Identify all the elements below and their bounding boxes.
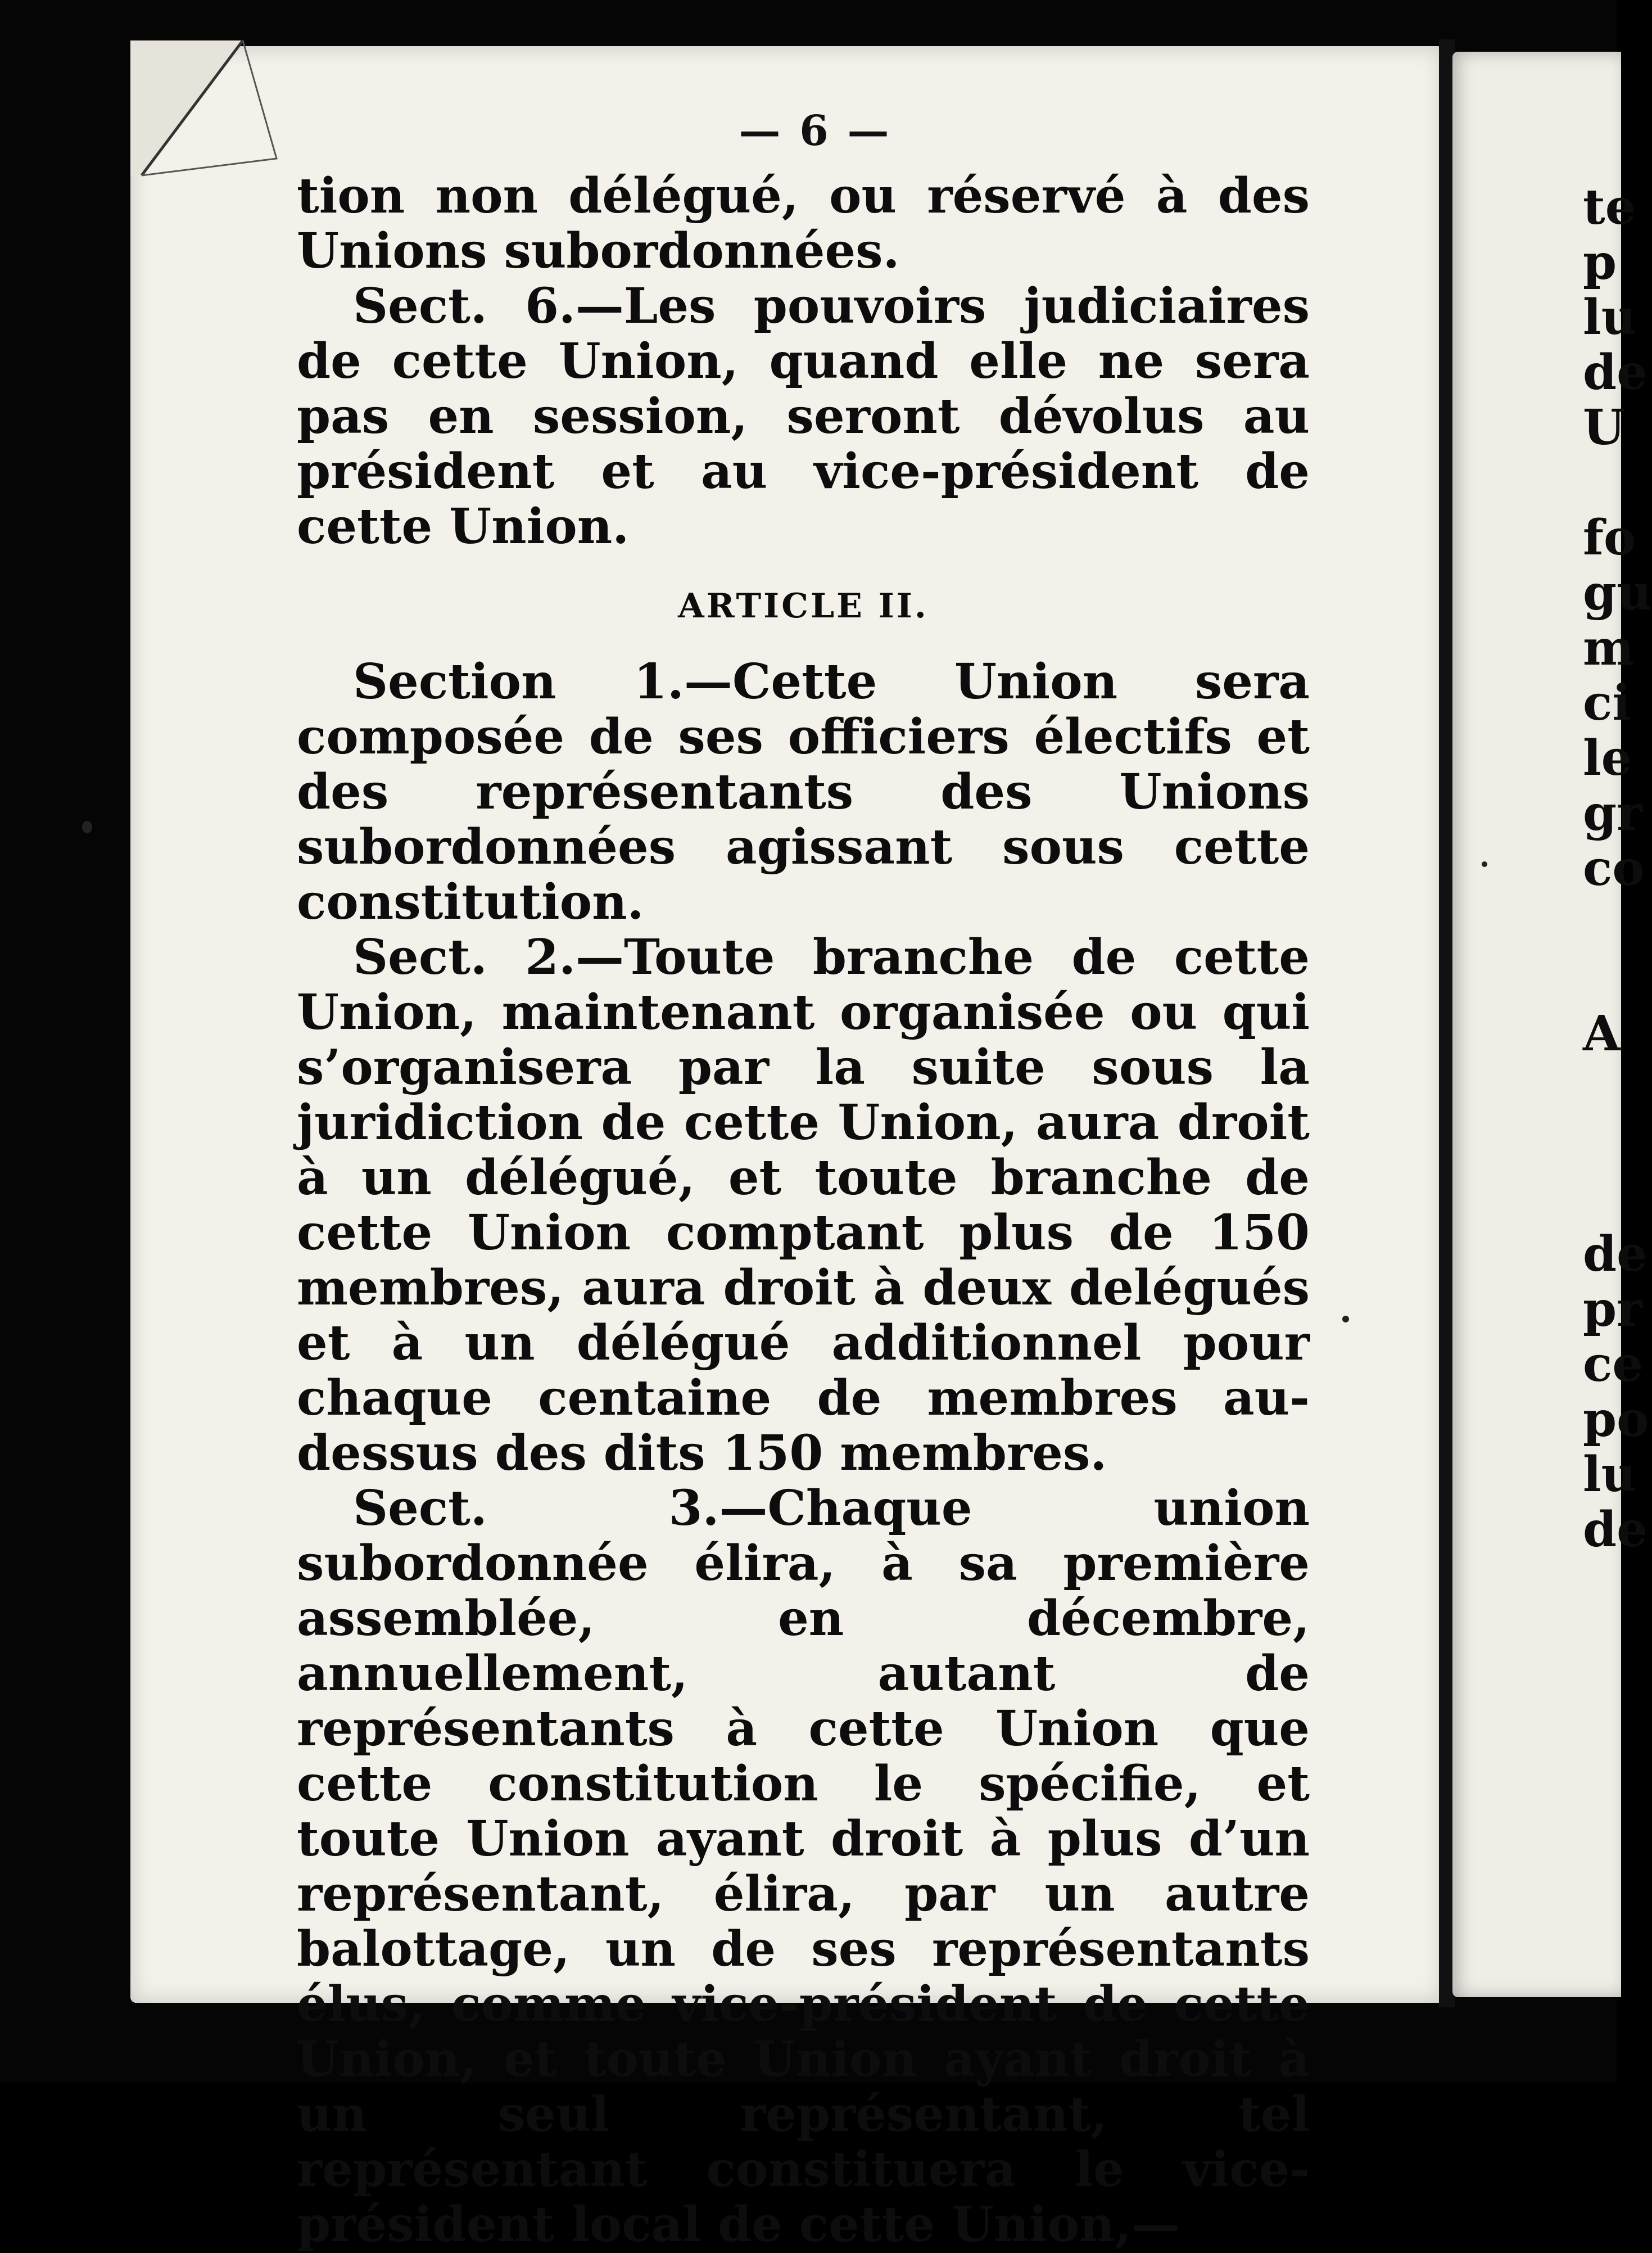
paragraph-sect-2: Sect. 2.—Toute branche de cette Union, maintenant organisée ou qui s’organisera par la suite sous la juridiction de cette Union, aura droit à un délégué, et toute branche de cette Union comptant plus de 150 membres, aura droit à deux delégués et à un délégué additionnel pour chaque centaine de membres au-dessus des dits 150 membres. [297, 929, 1310, 1482]
next-page-fragment: ci [1583, 675, 1631, 732]
next-page-fragment: de [1583, 1501, 1648, 1558]
next-page-fragment [1583, 1062, 1622, 1117]
next-page-fragment [1583, 1117, 1622, 1172]
ink-speck [1482, 861, 1487, 867]
next-page-fragment: p [1583, 234, 1617, 291]
next-page-fragment: lu [1583, 289, 1637, 346]
next-page-fragment [1583, 455, 1622, 511]
next-page-fragment: te [1583, 179, 1636, 236]
next-page-fragment: A [1583, 1005, 1621, 1062]
next-page-fragment: pr [1583, 1281, 1642, 1338]
next-page-fragment: U [1583, 399, 1625, 456]
paragraph-sect-6: Sect. 6.—Les pouvoirs judiciaires de cette Union, quand elle ne sera pas en session, seront dévolus au président et au vice-président de cette Union. [297, 278, 1310, 555]
ink-speck [82, 821, 92, 833]
paragraph-section-1: Section 1.—Cette Union sera composée de ses officiers électifs et des représentants des Unions subordonnées agissant sous cette constitution. [297, 653, 1310, 931]
next-page-fragment [1583, 951, 1622, 1006]
next-page-fragment [1583, 1172, 1622, 1227]
next-page-fragment: gu [1583, 565, 1652, 621]
next-page-fragment: fo [1583, 509, 1636, 566]
page-body [297, 169, 1310, 2252]
next-page-fragment: le [1583, 730, 1632, 787]
next-page-fragment: gr [1583, 785, 1642, 842]
next-page-text-fragments [1583, 179, 1652, 1558]
paragraph-continuation: tion non délégué, ou réservé à des Unions subordonnées. [297, 168, 1310, 279]
page-number: — 6 — [739, 107, 891, 155]
ink-speck [1342, 1316, 1349, 1322]
next-page-fragment: ce [1583, 1336, 1644, 1393]
article-heading: ARTICLE II. [678, 586, 929, 626]
next-page-fragment: de [1583, 344, 1648, 401]
next-page-fragment [1583, 896, 1622, 951]
paragraph-sect-3: Sect. 3.—Chaque union subordonnée élira, à sa première assemblée, en décembre, annuellement, autant de représentants à cette Union que cette constitution le spécifie, et toute Union ayant droit à plus d’un représentant, élira, par un autre balottage, un de ses représentants élus, comme vice-président de cette Union, et toute Union ayant droit à un seul représentant, tel représentant constituera le vice-président local de cette Union,— [297, 1480, 1310, 2253]
next-page-fragment: de [1583, 1226, 1648, 1283]
next-page-fragment: co [1583, 840, 1645, 897]
next-page-fragment: m [1583, 620, 1634, 676]
next-page-fragment: lu [1583, 1446, 1637, 1503]
next-page-fragment: po [1583, 1391, 1649, 1448]
folded-corner [130, 40, 282, 181]
